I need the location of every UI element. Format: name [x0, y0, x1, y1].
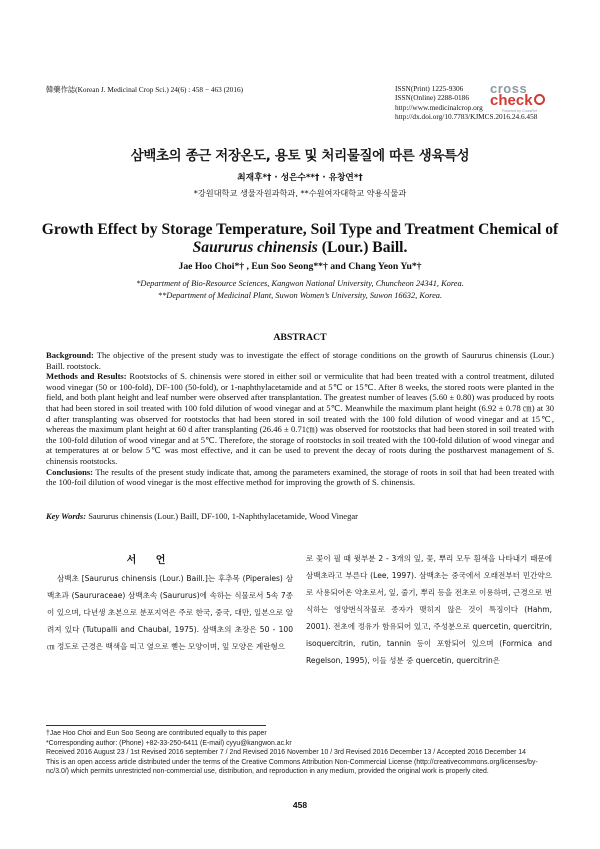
- english-title-line1: Growth Effect by Storage Temperature, Soil Type and Treatment Chemical of: [41, 221, 559, 238]
- footnote-corresponding: *Corresponding author: (Phone) +82-33-250-6411 (E-mail) cyyu@kangwon.ac.kr: [46, 739, 292, 747]
- title-species: Saururus chinensis: [192, 239, 318, 256]
- badge-word-cross: cross: [490, 81, 528, 96]
- english-title: [0, 221, 600, 257]
- abstract-heading: ABSTRACT: [273, 332, 327, 343]
- abstract-body: [46, 350, 554, 488]
- methods-text: Rootstocks of S. chinensis were stored in either soil or vermiculite that had been treated with a control treatment, diluted wood vinegar (50 or 100-fold), DF-100 (50-fold), or 1-naphthylacetamide and at 5℃ or 15℃. After 8 weeks, the stored roots were planted in the field, and both plant height and leaf number were observed after transplantation. The greatest number of leaves (5.60 ± 0.80) was produced by roots that had been stored in soil treated with 100 fold dilution of wood vinegar and at 5℃. Meanwhile the maximum plant height (6.92 ± 0.78 ㎝) at 30 d after transplanting was observed for rootstocks that had been stored in soil treated with the 100 fold dilution of wood vinegar and at 15℃, whereas the maximum plant height at 60 d after transplanting (26.46 ± 0.71㎝) was observed for rootstocks that had been stored in soil treated with the 100-fold dilution of wood vinegar and at 5℃. Therefore, the storage of rootstocks in soil treated with the 100-fold dilution of wood vinegar and at temperatures at or below 5℃ was most effective, and it can be used to prevent the decay of roots during the postharvest management of S. chinensis rootstocks.: [46, 371, 554, 466]
- body-right-column: [306, 550, 552, 669]
- intro-paragraph-right: 로 꽃이 필 때 윗부분 2 - 3개의 잎, 꽃, 뿌리 모두 흰색을 나타내기 때문에 삼백초라고 부른다 (Lee, 1997). 삼백초는 중국에서 오래전부터 민간약으로 사용되어온 약초로서, 잎, 줄기, 뿌리 등을 전초로 이용하며, 근경으로 번식하는 영양번식작물로 종자가 맺히지 않은 것이 특징이다 (Hahm, 2001). 전초에 정유가 함유되어 있고, 주성분으로 quercetin, quercitrin, isoquercitrin, rutin, tannin 등이 포함되어 있으며 (Formica and Regelson, 1995), 이들 성분 중 quercetin, quercitrin은: [306, 554, 552, 665]
- background-label: Background:: [46, 350, 94, 360]
- issn-print: ISSN(Print) 1225-9306: [395, 84, 464, 93]
- abstract-methods: [46, 371, 554, 466]
- affiliation-2: **Department of Medicinal Plant, Suwon Women’s University, Suwon 16632, Korea.: [157, 290, 443, 300]
- doi-link[interactable]: http://dx.doi.org/10.7783/KJMCS.2016.24.6.458: [395, 111, 538, 121]
- korean-authors: 최재후*† · 성은수**† · 유창연*†: [237, 173, 363, 183]
- badge-word-check: check: [490, 92, 533, 109]
- footnote-license: This is an open access article distributed under the terms of the Creative Commons Attribution Non-Commercial License (http://creativecommons.org/licenses/by-nc/3.0/) which permits unrestricted non-commercial use, distribution, and reproduction in any medium, provided the original work is properly cited.: [46, 758, 538, 776]
- abstract-background: [46, 350, 554, 371]
- journal-citation: 韓藥作誌(Korean J. Medicinal Crop Sci.) 24(6) : 458 − 463 (2016): [46, 85, 244, 94]
- affiliation-1: *Department of Bio-Resource Sciences, Kangwon National University, Chuncheon 24341, Korea.: [136, 279, 464, 288]
- background-text: The objective of the present study was to investigate the effect of storage conditions on the growth of Saururus chinensis (Lour.) Baill. rootstock.: [46, 350, 554, 371]
- badge-powered-text: Powered by CrossRef: [502, 109, 537, 113]
- body-left-column: [47, 570, 293, 655]
- abstract-conclusions: [46, 467, 554, 488]
- footnote-received: Received 2016 August 23 / 1st Revised 2016 september 7 / 2nd Revised 2016 November 10 / 3rd Revised 2016 December 13 / Accepted 2016 December 14: [46, 749, 526, 757]
- footnotes: [46, 729, 556, 777]
- english-affiliations: [0, 278, 600, 301]
- methods-label: Methods and Results:: [46, 371, 127, 382]
- journal-url[interactable]: http://www.medicinalcrop.org: [395, 102, 483, 112]
- issn-online: ISSN(Online) 2288-0186: [395, 93, 469, 103]
- english-authors: Jae Hoo Choi*† , Eun Soo Seong**† and Chang Yeon Yu*†: [178, 261, 422, 272]
- intro-paragraph-left: 삼백초 [Saururus chinensis (Lour.) Baill.]는 후추목 (Piperales) 삼백초과 (Saururaceae) 삼백초속 (Saururus)에 속하는 식물로서 5속 7종이 있으며, 다년생 초본으로 분포지역은 주로 한국, 중국, 대만, 일본으로 알려져 있다 (Tutupalli and Chaubal, 1975). 삼백초의 초장은 50 - 100 ㎝ 정도로 근경은 백색을 띠고 옆으로 뻗는 모양이며, 잎 모양은 계란형으: [47, 574, 293, 651]
- keywords-text: Saururus chinensis (Lour.) Baill, DF-100, 1-Naphthylacetamide, Wood Vinegar: [86, 511, 358, 521]
- footnote-divider: [46, 725, 266, 726]
- crossmark-icon: [534, 94, 545, 105]
- crossmark-badge[interactable]: [490, 82, 548, 114]
- korean-title: 삼백초의 종근 저장온도, 용토 및 처리물질에 따른 생육특성: [130, 149, 470, 164]
- english-title-line2: [0, 239, 600, 257]
- page-number: 458: [292, 800, 308, 810]
- korean-affiliation: *강원대학교 생물자원과학과, **수원여자대학교 약용식물과: [193, 188, 407, 198]
- keywords: [46, 511, 554, 521]
- keywords-label: Key Words:: [46, 511, 87, 521]
- conclusions-text: The results of the present study indicate that, among the parameters examined, the storage of roots in soil that had been treated with the 100-foil dilution of wood vinegar is the most effective method for improving the growth of S. chinensis.: [46, 466, 554, 488]
- footnote-equal-contribution: †Jae Hoo Choi and Eun Soo Seong are contributed equally to this paper: [46, 730, 267, 737]
- title-tail: (Lour.) Baill.: [317, 239, 408, 256]
- conclusions-label: Conclusions:: [46, 466, 94, 477]
- introduction-heading: 서 언: [126, 555, 174, 566]
